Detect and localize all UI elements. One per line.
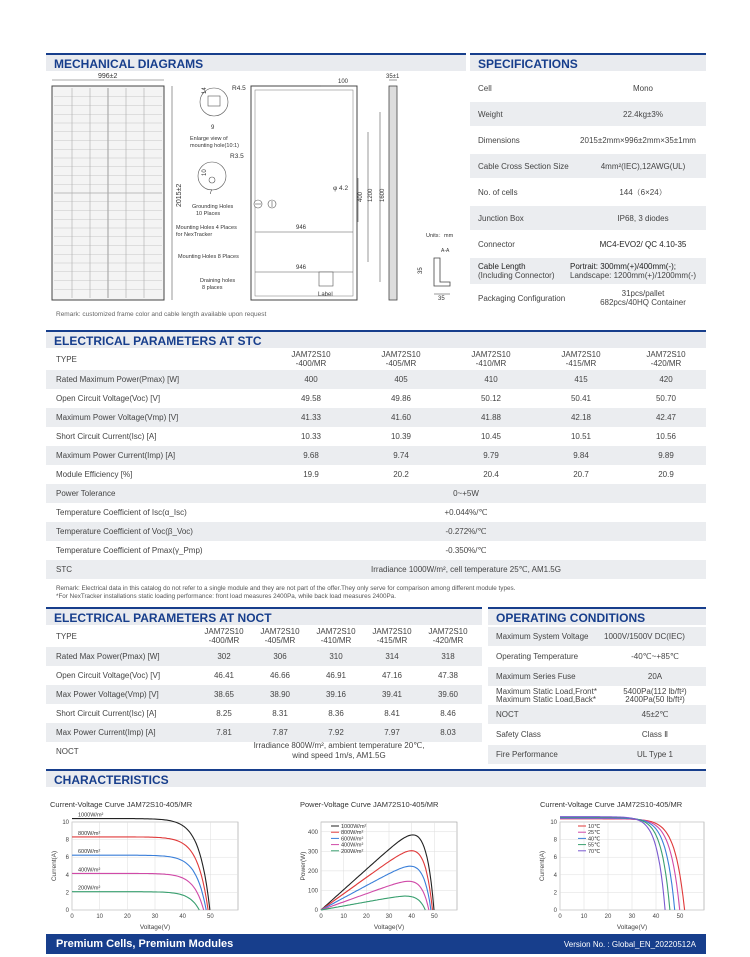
stc-param-label: Temperature Coefficient of Isc(α_Isc) <box>56 508 187 517</box>
op-row: Safety Class Class Ⅱ <box>496 730 669 739</box>
stc-table <box>46 348 706 578</box>
y-tick-label: 200 <box>307 868 318 875</box>
noct-value: 47.16 <box>381 671 403 680</box>
x-tick-label: 40 <box>179 914 187 920</box>
spec-row-pack: Packaging Configuration 31pcs/pallet 682pcs/40HQ Container <box>478 289 686 307</box>
op-header <box>488 607 706 625</box>
footer-version: Version No. : Global_EN_20220512A <box>563 940 696 949</box>
noct-value: 38.90 <box>269 690 291 699</box>
spec-row: No. of cells 144（6×24） <box>478 187 667 197</box>
char-header <box>46 769 706 787</box>
x-tick-label: 10 <box>96 914 104 920</box>
spec-row: Junction Box IP68, 3 diodes <box>470 206 706 230</box>
stc-value: 41.33 <box>300 413 322 422</box>
noct-param-label: Max Power Current(Imp) [A] <box>56 728 156 737</box>
x-tick-label: 30 <box>151 914 159 920</box>
dim-7: 7 <box>209 190 213 196</box>
dim-1600: 1600 <box>380 188 386 202</box>
pv-curve-chart <box>295 798 495 932</box>
legend-label: 10℃ <box>588 824 601 830</box>
noct-value: 302 <box>217 652 231 661</box>
x-tick-label: 0 <box>558 914 562 920</box>
legend-label: 40℃ <box>588 836 601 843</box>
noct-value: 46.66 <box>269 671 291 680</box>
stc-row <box>46 446 706 465</box>
nextracker-label-2: for NexTracker <box>176 232 213 238</box>
spec-row: Dimensions 2015±2mm×996±2mm×35±1mm <box>478 135 696 145</box>
stc-param-label: Temperature Coefficient of Pmax(γ_Pmp) <box>56 546 203 555</box>
noct-value: 8.46 <box>440 709 456 718</box>
y-tick-label: 400 <box>307 829 318 836</box>
y-tick-label: 4 <box>65 872 69 879</box>
legend-label: 600W/m² <box>78 849 101 856</box>
draining-label-1: Draining holes <box>200 278 236 284</box>
op-row: NOCT 45±2℃ <box>488 705 706 724</box>
stc-row <box>46 389 706 408</box>
stc-row <box>46 408 706 427</box>
chart-title: Power-Voltage Curve JAM72S10-405/MR <box>300 800 439 809</box>
legend-label: 1000W/m² <box>78 812 104 819</box>
stc-param-label: Maximum Power Current(Imp) [A] <box>56 451 176 460</box>
x-tick-label: 10 <box>340 914 348 920</box>
stc-value: 410 <box>484 375 498 384</box>
units-label: Units：mm <box>426 233 454 239</box>
stc-value: 10.33 <box>300 432 322 441</box>
stc-param-label: Power Tolerance <box>56 489 116 498</box>
stc-value: -0.350%/℃ <box>445 546 487 555</box>
iv-curve-irradiance-chart <box>46 798 246 932</box>
dim-946a: 946 <box>296 225 307 231</box>
noct-value: 8.03 <box>440 728 456 737</box>
noct-value: 8.41 <box>384 709 400 718</box>
stc-value: 10.45 <box>480 432 502 441</box>
legend-label: 200W/m² <box>78 885 101 892</box>
stc-value: 9.74 <box>393 451 409 460</box>
legend-label: 800W/m² <box>78 830 101 837</box>
noct-value: 47.38 <box>437 671 459 680</box>
chart-title: Current-Voltage Curve JAM72S10-405/MR <box>540 800 683 809</box>
y-tick-label: 6 <box>65 855 69 862</box>
noct-value: 306 <box>273 652 287 661</box>
noct-row <box>46 685 482 704</box>
stc-value: 9.89 <box>658 451 674 460</box>
legend-label: 400W/m² <box>78 867 101 874</box>
noct-value: 39.16 <box>325 690 347 699</box>
stc-param-label: Open Circuit Voltage(Voc) [V] <box>56 394 161 403</box>
spec-table <box>470 74 706 314</box>
stc-value: 415 <box>574 375 588 384</box>
back-label: Label <box>318 292 333 298</box>
y-axis-label: Power(W) <box>300 851 307 881</box>
dim-35b: 35 <box>418 267 424 274</box>
noct-row <box>46 666 482 685</box>
noct-row-noct: NOCT Irradiance 800W/m², ambient temperature 20℃, wind speed 1m/s, AM1.5G <box>56 741 425 760</box>
dim-phi: φ 4.2 <box>333 185 349 192</box>
stc-param-label: Maximum Power Voltage(Vmp) [V] <box>56 413 179 422</box>
mech-header <box>46 53 466 71</box>
stc-param-label: Temperature Coefficient of Voc(β_Voc) <box>56 527 193 536</box>
stc-value: Irradiance 1000W/m², cell temperature 25℃, AM1.5G <box>371 565 561 574</box>
op-row: Fire Performance UL Type 1 <box>488 745 706 764</box>
stc-header <box>46 330 706 348</box>
x-tick-label: 50 <box>206 914 214 920</box>
y-tick-label: 100 <box>307 888 318 895</box>
stc-row <box>46 560 706 579</box>
footer-slogan: Premium Cells, Premium Modules <box>56 938 234 950</box>
stc-row <box>46 522 706 541</box>
mounting8-label: Mounting Holes 8 Places <box>178 254 239 260</box>
stc-value: +0.044%/℃ <box>444 508 488 517</box>
stc-param-label: Module Efficiency [%] <box>56 470 133 479</box>
stc-value: 49.86 <box>390 394 412 403</box>
stc-value: 20.7 <box>573 470 589 479</box>
stc-value: 400 <box>304 375 318 384</box>
stc-value: 49.58 <box>300 394 322 403</box>
spec-header <box>470 53 706 71</box>
dim-r45: R4.5 <box>232 85 246 92</box>
noct-param-label: Rated Max Power(Pmax) [W] <box>56 652 160 661</box>
stc-remark-1: Remark: Electrical data in this catalog do not refer to a single module and they are not part of the offer.They only serve for comparison among different module types. <box>56 585 516 592</box>
noct-param-label: Short Circuit Current(Isc) [A] <box>56 709 157 718</box>
noct-value: 46.91 <box>325 671 347 680</box>
noct-value: 8.36 <box>328 709 344 718</box>
y-axis-label: Current(A) <box>539 850 546 882</box>
noct-value: 7.87 <box>272 728 288 737</box>
x-axis-label: Voltage(V) <box>373 924 405 931</box>
x-tick-label: 20 <box>604 914 612 920</box>
legend-label: 1000W/m² <box>341 824 367 830</box>
noct-value: 7.92 <box>328 728 344 737</box>
spec-row: Cell Mono <box>478 83 653 93</box>
legend-label: 70℃ <box>588 848 601 855</box>
noct-type-row: TYPE JAM72S10 -400/MR JAM72S10 -405/MR JAM72S10 -410/MR JAM72S10 -415/MR JAM72S10 -420/MR <box>56 627 468 645</box>
legend-label: 400W/m² <box>341 842 364 849</box>
mechanical-drawing <box>46 72 466 312</box>
stc-row <box>46 541 706 560</box>
dim-35c: 35 <box>438 296 445 302</box>
y-tick-label: 2 <box>553 890 557 897</box>
x-tick-label: 20 <box>123 914 131 920</box>
spec-title: SPECIFICATIONS <box>478 57 578 71</box>
x-tick-label: 0 <box>70 914 74 920</box>
enlarge-label-1: Enlarge view of <box>190 136 228 142</box>
stc-row <box>46 427 706 446</box>
stc-value: 20.4 <box>483 470 499 479</box>
x-tick-label: 50 <box>676 914 684 920</box>
mech-remark: Remark: customized frame color and cable length available upon request <box>56 311 267 318</box>
op-row: Operating Temperature -40℃~+85℃ <box>496 652 679 661</box>
legend-label: 800W/m² <box>341 830 364 837</box>
noct-table <box>46 625 482 765</box>
legend-label: 25℃ <box>588 830 601 837</box>
noct-value: 318 <box>441 652 455 661</box>
stc-value: 50.70 <box>655 394 677 403</box>
noct-value: 8.31 <box>272 709 288 718</box>
y-tick-label: 10 <box>550 820 557 826</box>
x-tick-label: 20 <box>362 914 370 920</box>
dim-14: 14 <box>202 87 208 94</box>
noct-param-label: Max Power Voltage(Vmp) [V] <box>56 690 159 699</box>
noct-value: 8.25 <box>216 709 232 718</box>
y-tick-label: 6 <box>553 855 557 862</box>
stc-value: 0~+5W <box>453 489 479 498</box>
y-tick-label: 0 <box>314 908 318 914</box>
spec-row: Cable Cross Section Size 4mm²(IEC),12AWG(UL) <box>470 154 706 178</box>
dim-100: 100 <box>338 79 349 85</box>
y-tick-label: 8 <box>65 837 69 844</box>
stc-value: 41.60 <box>390 413 412 422</box>
op-row-load: Maximum Static Load,Front* Maximum Static Load,Back* 5400Pa(112 lb/ft²) 2400Pa(50 lb/ft²) <box>496 687 687 704</box>
noct-value: 39.60 <box>437 690 459 699</box>
stc-param-label: Short Circuit Current(Isc) [A] <box>56 432 157 441</box>
spec-row-cable: Cable Length (Including Connector) Portrait: 300mm(+)/400mm(-); Landscape: 1200mm(+)/1200mm(-) <box>470 258 706 284</box>
grounding-label-1: Grounding Holes <box>192 204 234 210</box>
op-title: OPERATING CONDITIONS <box>496 611 646 625</box>
aa-label: A-A <box>441 248 450 254</box>
stc-param-label: STC <box>56 565 72 574</box>
y-tick-label: 300 <box>307 849 318 856</box>
stc-value: 42.47 <box>655 413 677 422</box>
stc-value: 9.79 <box>483 451 499 460</box>
mech-title: MECHANICAL DIAGRAMS <box>54 57 204 71</box>
y-tick-label: 0 <box>553 908 557 914</box>
legend-label: 55℃ <box>588 842 601 849</box>
x-axis-label: Voltage(V) <box>139 924 171 931</box>
dim-height: 2015±2 <box>176 183 183 207</box>
noct-title: ELECTRICAL PARAMETERS AT NOCT <box>54 611 272 625</box>
stc-row <box>46 484 706 503</box>
y-tick-label: 2 <box>65 890 69 897</box>
nextracker-label-1: Mounting Holes 4 Places <box>176 225 237 231</box>
y-tick-label: 0 <box>65 908 69 914</box>
noct-value: 310 <box>329 652 343 661</box>
stc-value: 41.88 <box>480 413 502 422</box>
stc-param-label: Rated Maximum Power(Pmax) [W] <box>56 375 180 384</box>
footer-bar <box>46 934 706 954</box>
stc-value: 50.41 <box>570 394 592 403</box>
x-tick-label: 30 <box>628 914 636 920</box>
legend-label: 200W/m² <box>341 848 364 855</box>
stc-value: 20.2 <box>393 470 409 479</box>
dim-10: 10 <box>202 169 208 176</box>
spec-row: Weight 22.4kg±3% <box>470 102 706 126</box>
stc-value: 50.12 <box>480 394 502 403</box>
stc-row <box>46 503 706 522</box>
draining-label-2: 8 places <box>202 285 223 291</box>
noct-value: 46.41 <box>213 671 235 680</box>
grounding-label-2: 10 Places <box>196 211 221 217</box>
y-tick-label: 8 <box>553 837 557 844</box>
stc-value: 405 <box>394 375 408 384</box>
spec-row: Connector MC4-EVO2/ QC 4.10-35 <box>478 239 687 249</box>
chart-title: Current-Voltage Curve JAM72S10-405/MR <box>50 800 193 809</box>
dim-1200: 1200 <box>368 188 374 202</box>
x-tick-label: 40 <box>652 914 660 920</box>
panel-side-profile <box>389 86 397 300</box>
stc-value: 420 <box>659 375 673 384</box>
stc-row <box>46 465 706 484</box>
noct-value: 39.41 <box>381 690 403 699</box>
noct-value: 314 <box>385 652 399 661</box>
dim-9: 9 <box>211 125 215 131</box>
noct-param-label: Open Circuit Voltage(Voc) [V] <box>56 671 161 680</box>
op-row: Maximum Series Fuse 20A <box>488 667 706 686</box>
stc-value: 10.39 <box>390 432 412 441</box>
stc-value: -0.272%/℃ <box>445 527 487 536</box>
iv-curve-temperature-chart <box>522 798 712 932</box>
x-tick-label: 10 <box>580 914 588 920</box>
stc-remark-2: *For NexTracker installations static loading performance: front load measures 2400Pa, while back load measures 2400Pa. <box>56 593 396 600</box>
x-tick-label: 40 <box>408 914 416 920</box>
y-tick-label: 10 <box>62 820 69 826</box>
noct-value: 7.81 <box>216 728 232 737</box>
legend-label: 600W/m² <box>341 836 364 843</box>
noct-value: 38.65 <box>213 690 235 699</box>
y-axis-label: Current(A) <box>51 850 58 882</box>
stc-type-row: TYPE JAM72S10 -400/MR JAM72S10 -405/MR JAM72S10 -410/MR JAM72S10 -415/MR JAM72S10 -420/MR <box>56 350 686 368</box>
noct-row <box>46 647 482 666</box>
stc-value: 10.56 <box>655 432 677 441</box>
stc-value: 9.68 <box>303 451 319 460</box>
dim-400: 400 <box>358 191 364 202</box>
dim-r35: R3.5 <box>230 153 244 160</box>
stc-value: 19.9 <box>303 470 319 479</box>
stc-value: 9.84 <box>573 451 589 460</box>
dim-946b: 946 <box>296 265 307 271</box>
stc-value: 42.18 <box>570 413 592 422</box>
op-row: Maximum System Voltage 1000V/1500V DC(IEC) <box>488 627 706 646</box>
enlarge-label-2: mounting hole(10:1) <box>190 143 239 149</box>
stc-value: 20.9 <box>658 470 674 479</box>
op-table <box>488 627 706 767</box>
y-tick-label: 4 <box>553 872 557 879</box>
char-title: CHARACTERISTICS <box>54 773 169 787</box>
x-axis-label: Voltage(V) <box>616 924 648 931</box>
stc-title: ELECTRICAL PARAMETERS AT STC <box>54 334 262 348</box>
dim-35a: 35±1 <box>386 74 400 80</box>
x-tick-label: 50 <box>430 914 438 920</box>
x-tick-label: 30 <box>385 914 393 920</box>
noct-header <box>46 607 482 625</box>
noct-row <box>46 704 482 723</box>
noct-value: 7.97 <box>384 728 400 737</box>
stc-value: 10.51 <box>570 432 592 441</box>
dim-width: 996±2 <box>98 73 118 80</box>
stc-row <box>46 370 706 389</box>
x-tick-label: 0 <box>319 914 323 920</box>
